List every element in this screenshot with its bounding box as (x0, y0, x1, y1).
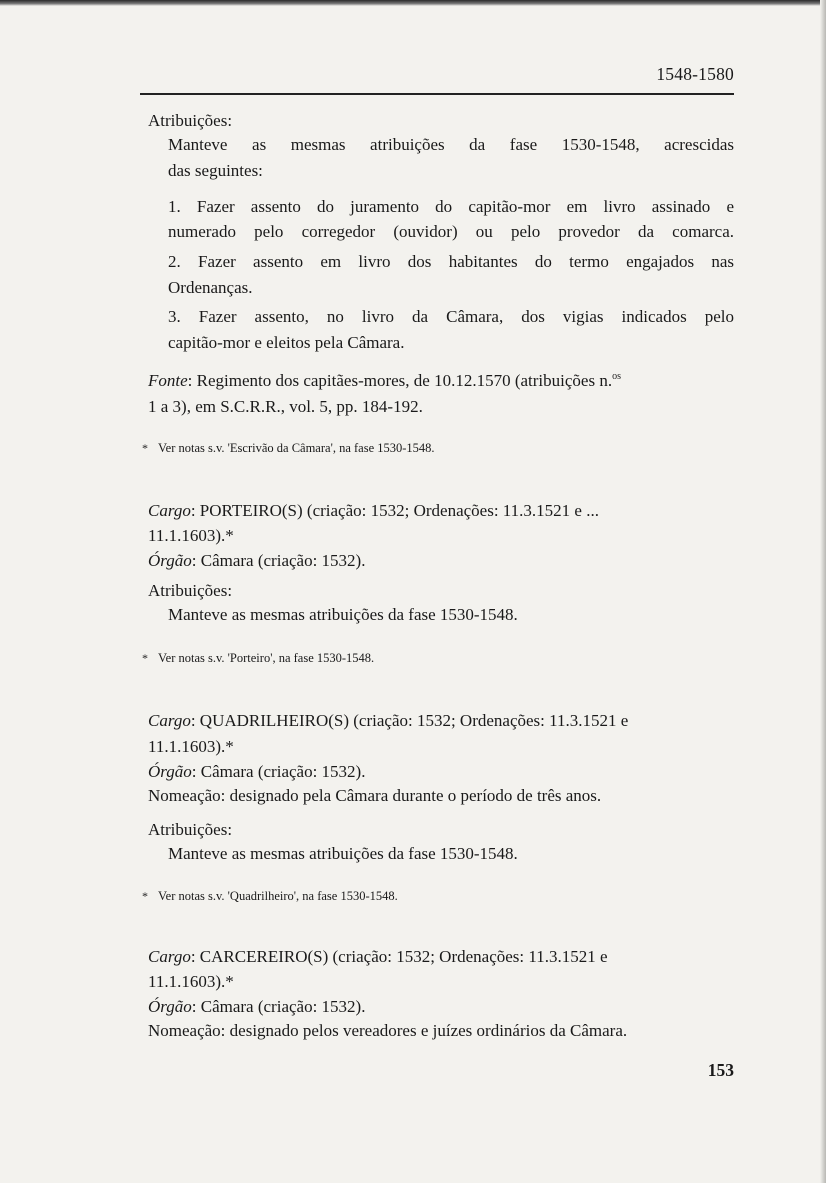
scan-right-edge (820, 0, 826, 1183)
cargo-porteiro-line-2: 11.1.1603).* (148, 526, 234, 545)
nomeacao-carcereiro: Nomeação: designado pelos vereadores e juízes ordinários da Câmara. (148, 1021, 628, 1040)
cargo-carcereiro-line-1 (148, 946, 734, 967)
nomeacao-quadrilheiro: Nomeação: designado pela Câmara durante o período de três anos. (148, 786, 602, 805)
fonte-line-2: 1 a 3), em S.C.R.R., vol. 5, pp. 184-192. (148, 397, 423, 416)
atribuicoes-quadrilheiro-heading: Atribuições: (148, 820, 233, 839)
atribuicoes-porteiro-text: Manteve as mesmas atribuições da fase 1530-1548. (168, 605, 518, 624)
cargo-label: Cargo (148, 711, 191, 730)
footnote-escrivao (142, 438, 435, 459)
cargo-carcereiro-line-2: 11.1.1603).* (148, 972, 234, 991)
intro-line-1: Manteve as mesmas atribuições da fase 1530-1548, acrescidas (168, 135, 734, 154)
header-rule (140, 93, 734, 95)
orgao-text: : Câmara (criação: 1532). (191, 551, 366, 570)
orgao-label: Órgão (148, 762, 192, 781)
atribuicoes-porteiro-heading: Atribuições: (148, 581, 233, 600)
cargo-quadrilheiro-line-1 (148, 710, 734, 731)
cargo-porteiro-line-1 (148, 500, 734, 521)
footnote-asterisk: * (142, 889, 148, 903)
scan-top-edge (0, 0, 826, 6)
orgao-label: Órgão (148, 551, 192, 570)
cargo-label: Cargo (148, 947, 191, 966)
cargo-text: : PORTEIRO(S) (criação: 1532; Ordenações: 11.3.1521 e ... (190, 501, 599, 520)
footnote-text: Ver notas s.v. 'Escrivão da Câmara', na fase 1530-1548. (158, 441, 435, 455)
fonte-line-1 (148, 370, 734, 391)
footnote-asterisk: * (142, 651, 148, 665)
page-number: 153 (707, 1060, 734, 1080)
cargo-label: Cargo (148, 501, 191, 520)
footnote-porteiro (142, 648, 374, 669)
cargo-text: : CARCEREIRO(S) (criação: 1532; Ordenações: 11.3.1521 e (190, 947, 608, 966)
footnote-quadrilheiro (142, 886, 398, 907)
cargo-text: : QUADRILHEIRO(S) (criação: 1532; Ordenações: 11.3.1521 e (190, 711, 629, 730)
orgao-quadrilheiro (148, 761, 365, 782)
item-3-line-2: capitão-mor e eleitos pela Câmara. (168, 333, 405, 352)
item-1-line-2: numerado pelo corregedor (ouvidor) ou pelo provedor da comarca. (168, 222, 734, 241)
cargo-quadrilheiro-line-2: 11.1.1603).* (148, 737, 234, 756)
orgao-text: : Câmara (criação: 1532). (191, 997, 366, 1016)
fonte-text: : Regimento dos capitães-mores, de 10.12.1570 (atribuições n. (187, 371, 613, 390)
orgao-porteiro (148, 550, 365, 571)
atribuicoes-heading: Atribuições: (148, 111, 233, 130)
fonte-superscript: os (612, 371, 621, 382)
atribuicoes-quadrilheiro-text: Manteve as mesmas atribuições da fase 1530-1548. (168, 844, 518, 863)
footnote-text: Ver notas s.v. 'Quadrilheiro', na fase 1530-1548. (158, 889, 398, 903)
orgao-label: Órgão (148, 997, 192, 1016)
item-2-line-1: 2. Fazer assento em livro dos habitantes do termo engajados nas (168, 252, 734, 271)
intro-line-2: das seguintes: (168, 161, 263, 180)
footnote-text: Ver notas s.v. 'Porteiro', na fase 1530-1548. (158, 651, 375, 665)
item-3-line-1: 3. Fazer assento, no livro da Câmara, dos vigias indicados pelo (168, 307, 734, 326)
orgao-carcereiro (148, 996, 365, 1017)
footnote-asterisk: * (142, 441, 148, 455)
item-1-line-1: 1. Fazer assento do juramento do capitão-mor em livro assinado e (168, 197, 734, 216)
running-head: 1548-1580 (656, 64, 734, 84)
item-2-line-2: Ordenanças. (168, 278, 253, 297)
fonte-label: Fonte (148, 371, 188, 390)
orgao-text: : Câmara (criação: 1532). (191, 762, 366, 781)
